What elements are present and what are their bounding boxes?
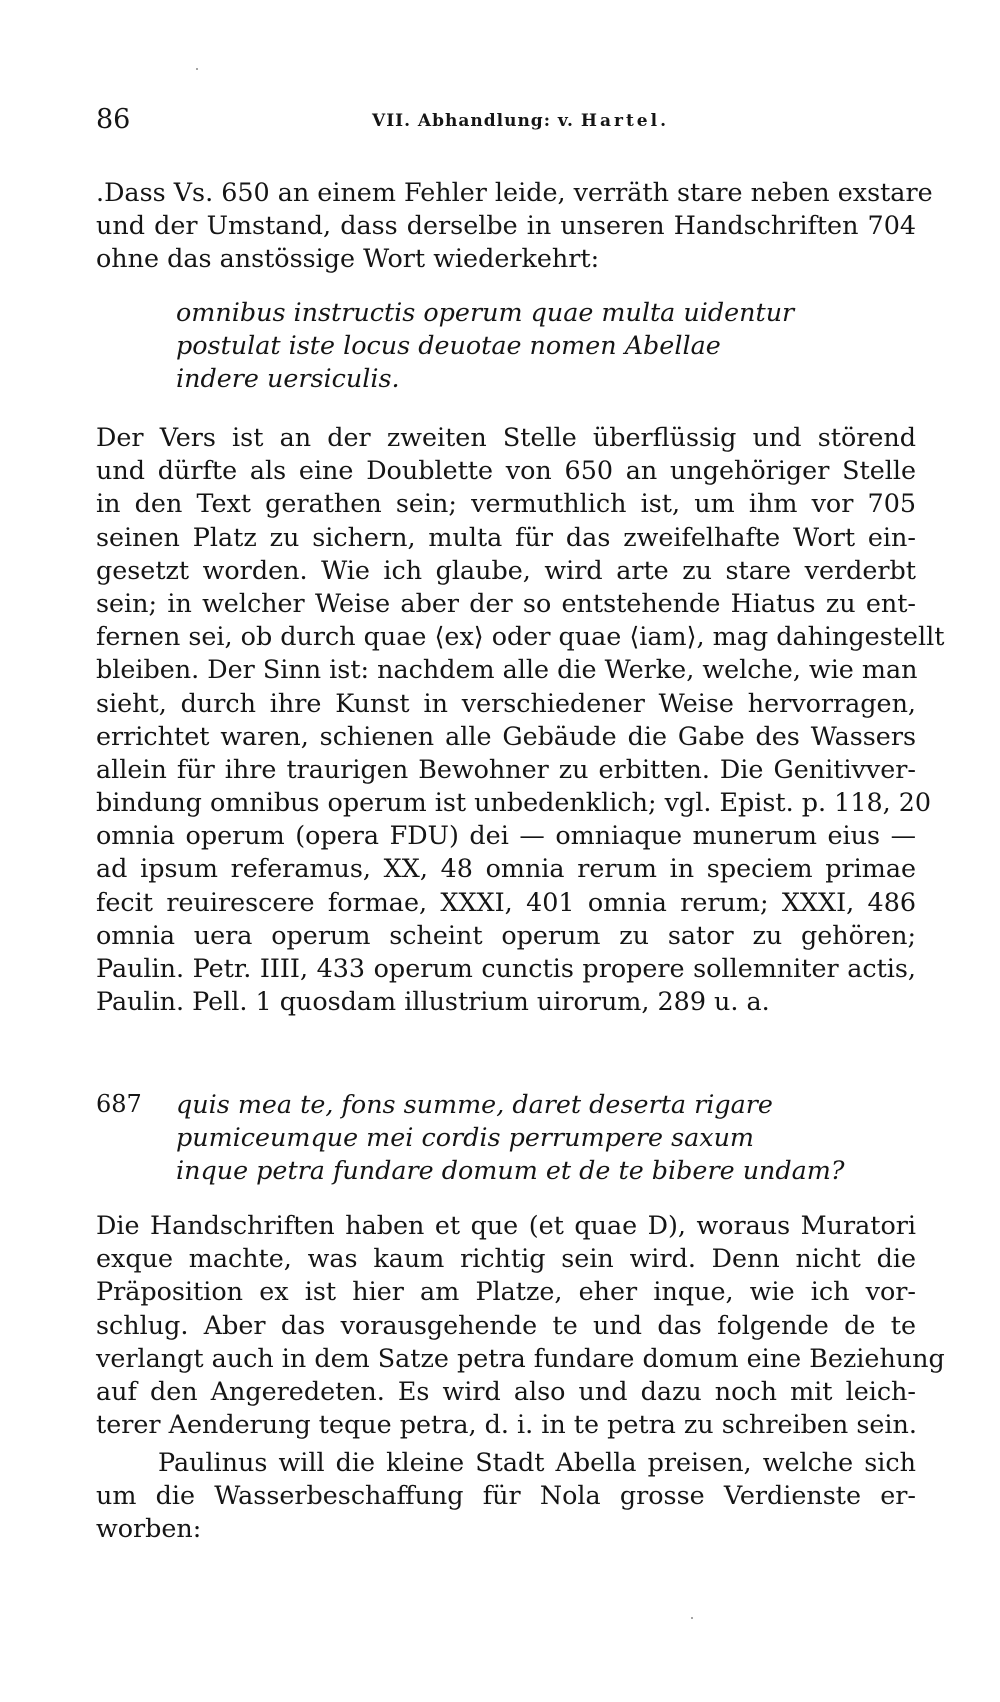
verse-line: indere uersiculis.	[176, 363, 400, 394]
text-line: und dürfte als eine Doublette von 650 an ungehöriger Stelle	[96, 455, 916, 486]
text-line: bleiben. Der Sinn ist: nachdem alle die Werke, welche, wie man	[96, 654, 918, 685]
paragraph-4	[96, 1446, 916, 1546]
verse-line: inque petra fundare domum et de te bibere undam?	[176, 1155, 845, 1186]
text-line: Präposition ex ist hier am Platze, eher inque, wie ich vor-	[96, 1276, 916, 1307]
text-line: worben:	[96, 1513, 202, 1544]
text-line: Paulinus will die kleine Stadt Abella preisen, welche sich	[158, 1447, 916, 1477]
text-line: allein für ihre traurigen Bewohner zu erbitten. Die Genitivver-	[96, 753, 916, 784]
text-line: Paulin. Petr. IIII, 433 operum cunctis propere sollemniter actis,	[96, 953, 916, 983]
text-line: omnia uera operum scheint operum zu sator zu gehören;	[96, 919, 916, 950]
text-line: in den Text gerathen sein; vermuthlich ist, um ihm vor 705	[96, 488, 916, 519]
verse-line: pumiceumque mei cordis perrumpere saxum	[176, 1122, 755, 1153]
page-number: 86	[96, 104, 131, 135]
page-header	[96, 104, 916, 144]
text-line: .Dass Vs. 650 an einem Fehler leide, verräth stare neben exstare	[96, 177, 933, 207]
text-line: ohne das anstössige Wort wiederkehrt:	[96, 243, 600, 274]
text-line: sieht, durch ihre Kunst in verschiedener Weise hervorragen,	[96, 687, 916, 718]
scan-speck	[196, 68, 198, 70]
text-line: verlangt auch in dem Satze petra fundare domum eine Beziehung	[96, 1342, 945, 1373]
text-line: Der Vers ist an der zweiten Stelle überflüssig und störend	[96, 422, 916, 452]
text-line: und der Umstand, dass derselbe in unseren Handschriften 704	[96, 210, 916, 241]
text-line: auf den Angeredeten. Es wird also und dazu noch mit leich-	[96, 1375, 916, 1406]
text-line: seinen Platz zu sichern, multa für das zweifelhafte Wort ein-	[96, 521, 916, 552]
verse-line: postulat iste locus deuotae nomen Abellae	[176, 330, 721, 361]
verse-line-number: 687	[96, 1090, 142, 1118]
text-line: fecit reuirescere formae, XXXI, 401 omnia rerum; XXXI, 486	[96, 886, 916, 917]
running-head-prefix: VII. Abhandlung: v.	[372, 111, 581, 131]
text-line: ad ipsum referamus, XX, 48 omnia rerum in speciem primae	[96, 853, 916, 884]
paragraph-2	[96, 421, 945, 1018]
text-line: omnia operum (opera FDU) dei — omniaque munerum eius —	[96, 820, 916, 851]
verse-quote-2	[176, 1088, 844, 1188]
text-line: exque machte, was kaum richtig sein wird. Denn nicht die	[96, 1243, 916, 1274]
paragraph-3	[96, 1209, 945, 1441]
paragraph-1	[96, 176, 933, 276]
text-line: errichtet waren, schienen alle Gebäude die Gabe des Wassers	[96, 720, 916, 751]
text-line: Paulin. Pell. 1 quosdam illustrium uirorum, 289 u. a.	[96, 986, 770, 1017]
text-line: um die Wasserbeschaffung für Nola grosse Verdienste er-	[96, 1480, 916, 1511]
scan-speck	[691, 1617, 693, 1619]
text-line: sein; in welcher Weise aber der so entstehende Hiatus zu ent-	[96, 587, 916, 618]
text-line: gesetzt worden. Wie ich glaube, wird arte zu stare verderbt	[96, 554, 916, 585]
verse-line: omnibus instructis operum quae multa uidentur	[176, 297, 795, 327]
running-head	[372, 111, 669, 131]
text-line: Die Handschriften haben et que (et quae D), woraus Muratori	[96, 1210, 916, 1240]
text-line: fernen sei, ob durch quae ⟨ex⟩ oder quae ⟨iam⟩, mag dahingestellt	[96, 621, 945, 652]
text-line: bindung omnibus operum ist unbedenklich; vgl. Epist. p. 118, 20	[96, 787, 932, 818]
text-line: terer Aenderung teque petra, d. i. in te petra zu schreiben sein.	[96, 1409, 917, 1440]
text-line: schlug. Aber das vorausgehende te und das folgende de te	[96, 1309, 916, 1340]
verse-quote-1	[176, 296, 794, 396]
running-head-author: Hartel.	[580, 111, 669, 131]
verse-line: quis mea te, fons summe, daret deserta rigare	[176, 1089, 773, 1119]
